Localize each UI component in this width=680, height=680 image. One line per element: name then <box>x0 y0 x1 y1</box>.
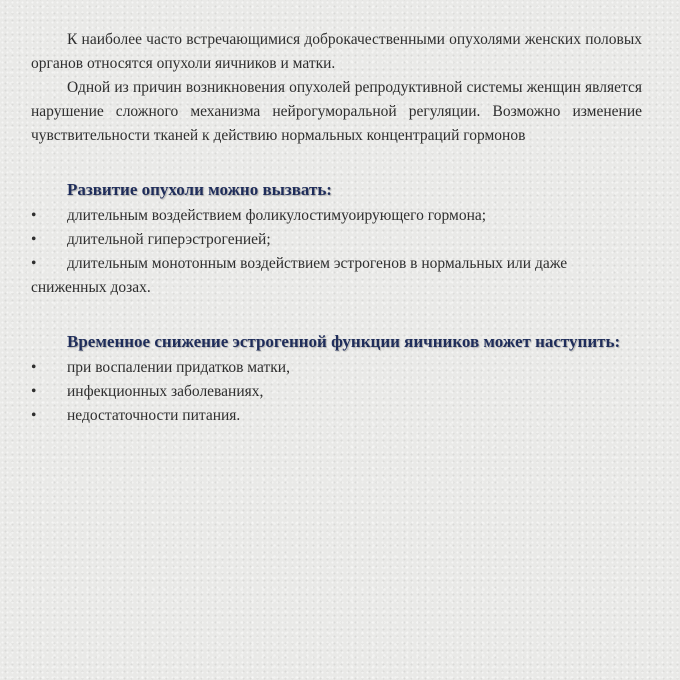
list-item-text: недостаточности питания. <box>67 407 241 424</box>
bullet-icon: • <box>31 383 37 400</box>
bullet-icon: • <box>31 359 37 376</box>
bullet-icon: • <box>31 407 37 424</box>
intro-paragraph-2: Одной из причин возникновения опухолей репродуктивной системы женщин является нарушение сложного механизма нейрогуморальной регуляции. Возможно изменение чувствительности тканей к действию нормальных концентраций гормонов <box>31 79 642 144</box>
bullet-icon: • <box>31 255 37 272</box>
tumor-causes-list <box>31 204 642 300</box>
section-heading-estrogen-decrease: Временное снижение эстрогенной функции яичников может наступить: <box>67 332 621 351</box>
list-item <box>31 380 642 404</box>
list-item-text: при воспалении придатков матки, <box>67 359 290 376</box>
list-item <box>31 204 642 228</box>
list-item-text: длительной гиперэстрогенией; <box>67 231 271 248</box>
list-item <box>31 404 642 428</box>
intro-paragraph-1: К наиболее часто встречающимися доброкачественными опухолями женских половых органов относятся опухоли яичников и матки. <box>31 31 642 72</box>
list-item-text: инфекционных заболеваниях, <box>67 383 264 400</box>
bullet-icon: • <box>31 207 37 224</box>
list-item-text: длительным монотонным воздействием эстрогенов в нормальных или даже сниженных дозах. <box>31 255 568 296</box>
list-item <box>31 228 642 252</box>
list-item <box>31 356 642 380</box>
list-item-text: длительным воздействием фоликулостимуоирующего гормона; <box>67 207 487 224</box>
estrogen-decrease-list <box>31 356 642 428</box>
list-item <box>31 252 642 300</box>
section-heading-tumor-causes: Развитие опухоли можно вызвать: <box>67 180 332 199</box>
bullet-icon: • <box>31 231 37 248</box>
